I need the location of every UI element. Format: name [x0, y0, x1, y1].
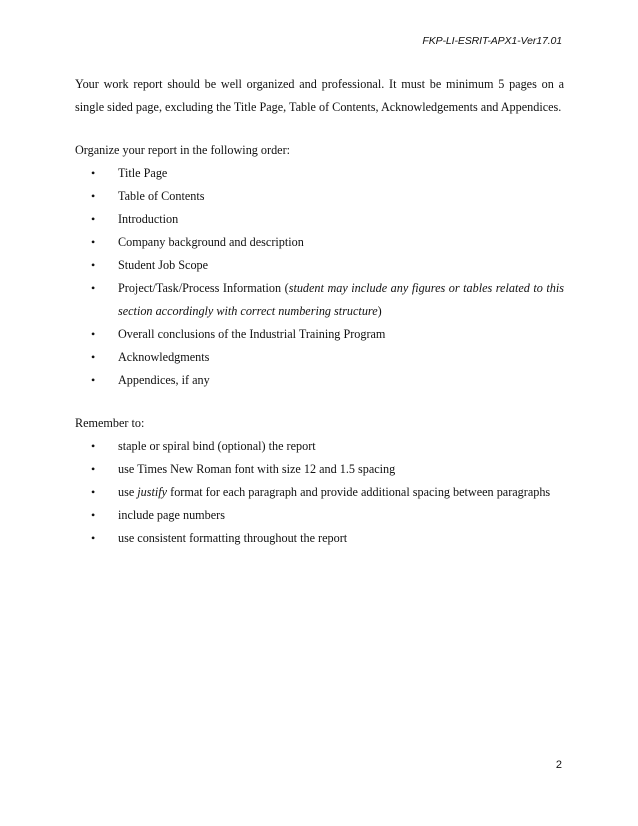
- list-item-text: use Times New Roman font with size 12 and 1.5 spacing: [118, 462, 396, 476]
- bullet-icon: •: [91, 281, 96, 295]
- list-item-text: Table of Contents: [118, 189, 205, 203]
- list-item-text: Appendices, if any: [118, 373, 210, 387]
- bullet-icon: •: [91, 235, 96, 249]
- justify-suffix: format for each paragraph and provide additional spacing between paragraphs: [167, 485, 551, 499]
- bullet-icon: •: [91, 212, 96, 226]
- bullet-icon: •: [91, 485, 96, 499]
- list-item: [75, 185, 564, 208]
- page-body: [75, 73, 564, 570]
- order-lead: Organize your report in the following order:: [75, 143, 291, 157]
- justify-word: justify: [137, 485, 168, 499]
- list-item-justify-format: [75, 481, 564, 504]
- page-number: 2: [555, 759, 562, 771]
- list-item-text: Overall conclusions of the Industrial Training Program: [118, 327, 386, 341]
- list-item-text: Introduction: [118, 212, 179, 226]
- bullet-icon: •: [91, 531, 96, 545]
- list-item: [75, 254, 564, 277]
- bullet-icon: •: [91, 462, 96, 476]
- bullet-icon: •: [91, 189, 96, 203]
- remember-lead: Remember to:: [75, 416, 145, 430]
- list-item: [75, 458, 564, 481]
- project-info-note: student may include any figures or tables related to this section accordingly with correct numbering structure: [118, 281, 564, 318]
- list-item-text: Company background and description: [118, 235, 304, 249]
- list-item: [75, 346, 564, 369]
- bullet-icon: •: [91, 327, 96, 341]
- list-item-text: Acknowledgments: [118, 350, 210, 364]
- list-item: [75, 208, 564, 231]
- bullet-icon: •: [91, 439, 96, 453]
- bullet-icon: •: [91, 166, 96, 180]
- list-item: [75, 162, 564, 185]
- bullet-icon: •: [91, 258, 96, 272]
- list-item-text: use consistent formatting throughout the report: [118, 531, 348, 545]
- list-item-text: Student Job Scope: [118, 258, 209, 272]
- justify-prefix: use: [118, 485, 138, 499]
- list-item: [75, 231, 564, 254]
- order-list: [75, 162, 564, 392]
- intro-paragraph: Your work report should be well organized and professional. It must be minimum 5 pages on a single sided page, excluding the Title Page, Table of Contents, Acknowledgements and Appendices.: [75, 77, 564, 114]
- bullet-icon: •: [91, 350, 96, 364]
- remember-list: [75, 435, 564, 550]
- project-info-prefix: Project/Task/Process Information (: [118, 281, 289, 295]
- list-item: [75, 527, 564, 550]
- list-item-text: include page numbers: [118, 508, 225, 522]
- list-item: [75, 323, 564, 346]
- project-info-suffix: ): [377, 304, 382, 318]
- list-item-project-info: [75, 277, 564, 323]
- list-item-text: Title Page: [118, 166, 168, 180]
- list-item: [75, 435, 564, 458]
- bullet-icon: •: [91, 508, 96, 522]
- document-code-header: FKP-LI-ESRIT-APX1-Ver17.01: [422, 35, 562, 47]
- list-item-text: staple or spiral bind (optional) the report: [118, 439, 316, 453]
- list-item: [75, 369, 564, 392]
- bullet-icon: •: [91, 373, 96, 387]
- list-item: [75, 504, 564, 527]
